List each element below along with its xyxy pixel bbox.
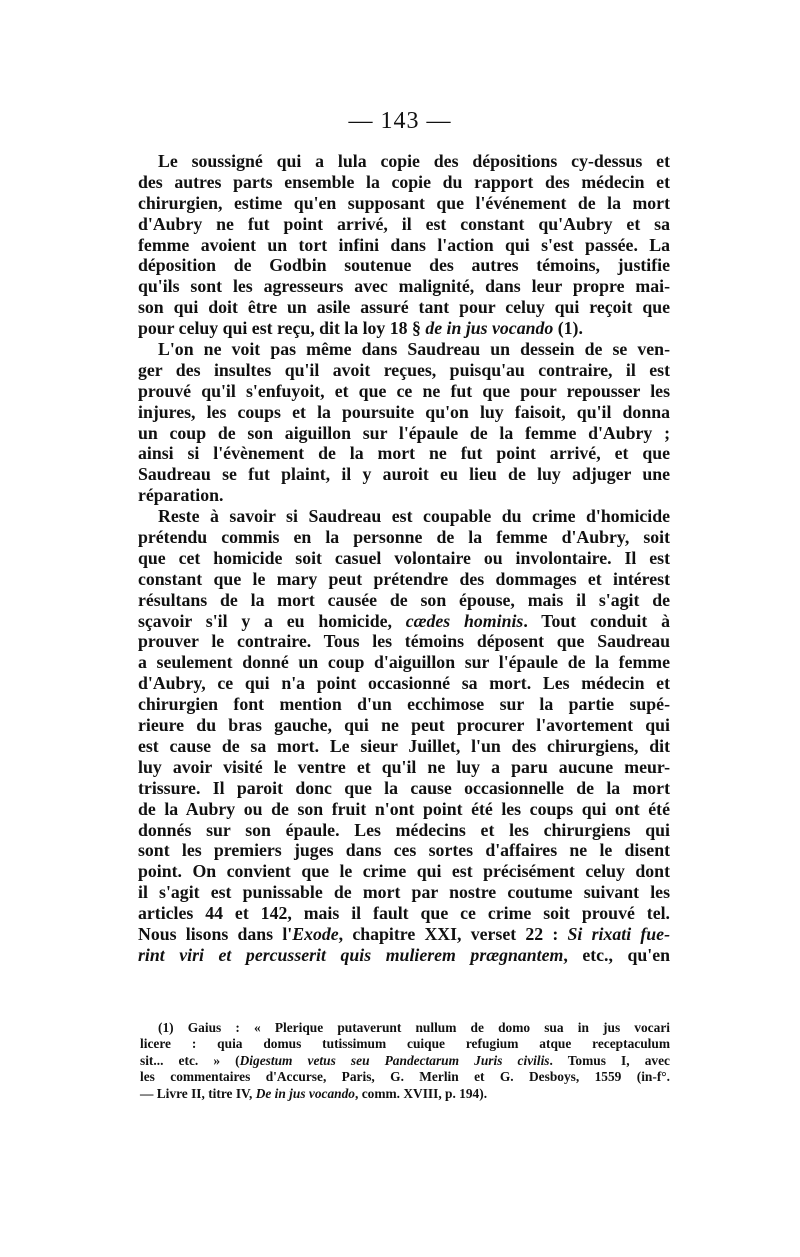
text-line: injures, les coups et la poursuite qu'on luy faisoit, qu'il donna bbox=[138, 401, 670, 422]
text-line: trissure. Il paroit donc que la cause occasionnelle de la mort bbox=[138, 777, 670, 798]
text-line: que cet homicide soit casuel volontaire ou involontaire. Il est bbox=[138, 547, 670, 568]
italic-phrase: cædes hominis bbox=[405, 610, 524, 631]
footnote-line: (1) Gaius : « Plerique putaverunt nullum de domo sua in jus vocari bbox=[158, 1020, 670, 1035]
text-line: qu'ils sont les agresseurs avec malignité, dans leur propre mai- bbox=[138, 276, 670, 297]
text-line bbox=[138, 945, 670, 966]
italic-title: De in jus vocando bbox=[255, 1085, 356, 1101]
text-run: , etc., qu'en bbox=[563, 944, 670, 965]
text-line: ainsi si l'évènement de la mort ne fut point arrivé, et que bbox=[138, 443, 670, 464]
paragraph bbox=[138, 339, 670, 506]
text-line: il s'agit est punissable de mort par nostre coutume suivant les bbox=[138, 882, 670, 903]
text-line: prouver le contraire. Tous les témoins déposent que Saudreau bbox=[138, 631, 670, 652]
text-run: . Tout conduit à bbox=[523, 610, 670, 631]
text-line: sont les premiers juges dans ces sortes d'affaires ne le disent bbox=[138, 840, 670, 861]
text-run: Nous lisons dans l' bbox=[138, 923, 293, 944]
footnote-ref: (1). bbox=[553, 318, 583, 339]
italic-quote: Si rixati fue- bbox=[567, 923, 670, 944]
text-run: pour celuy qui est reçu, dit la loy 18 § bbox=[138, 318, 426, 339]
text-line: un coup de son aiguillon sur l'épaule de la femme d'Aubry ; bbox=[138, 422, 670, 443]
text-line: chirurgien, estime qu'en supposant que l'événement de la mort bbox=[138, 192, 670, 213]
text-line: L'on ne voit pas même dans Saudreau un dessein de se ven- bbox=[158, 339, 670, 360]
text-run: sit... etc. » ( bbox=[140, 1052, 240, 1068]
paragraph bbox=[138, 506, 670, 966]
text-line: Saudreau se fut plaint, il y auroit eu lieu de luy adjuger une bbox=[138, 464, 670, 485]
text-line: son qui doit être un asile assuré tant pour celuy qui reçoit que bbox=[138, 297, 670, 318]
paragraph bbox=[138, 151, 670, 339]
text-run: — Livre II, titre IV, bbox=[140, 1085, 256, 1101]
text-line: de la Aubry ou de son fruit n'ont point été les coups qui ont été bbox=[138, 798, 670, 819]
text-line bbox=[138, 924, 670, 945]
text-line: luy avoir visité le ventre et qu'il ne luy a paru aucune meur- bbox=[138, 756, 670, 777]
text-line bbox=[138, 611, 670, 632]
footnote-line bbox=[140, 1053, 670, 1069]
italic-quote: rint viri et percusserit quis mulierem prægnantem bbox=[138, 944, 564, 965]
text-run: sçavoir s'il y a eu homicide, bbox=[138, 610, 406, 631]
text-line: prouvé qu'il s'enfuyoit, et que ce ne fut que pour repousser les bbox=[138, 380, 670, 401]
text-line bbox=[138, 318, 670, 339]
text-run: . Tomus I, avec bbox=[549, 1052, 670, 1068]
text-line: femme avoient un tort infini dans l'action qui s'est passée. La bbox=[138, 234, 670, 255]
footnote-line: les commentaires d'Accurse, Paris, G. Merlin et G. Desboys, 1559 (in-f°. bbox=[140, 1069, 670, 1085]
text-line: donnés sur son épaule. Les médecins et les chirurgiens qui bbox=[138, 819, 670, 840]
text-line: articles 44 et 142, mais il fault que ce crime soit prouvé tel. bbox=[138, 903, 670, 924]
footnote-line: licere : quia domus tutissimum cuique refugium atque receptaculum bbox=[140, 1036, 670, 1052]
text-line: ger des insultes qu'il avoit reçues, puisqu'au contraire, il est bbox=[138, 359, 670, 380]
text-run: , comm. XVIII, p. 194). bbox=[355, 1085, 488, 1101]
text-line: réparation. bbox=[138, 485, 224, 506]
text-line: Reste à savoir si Saudreau est coupable du crime d'homicide bbox=[158, 506, 670, 527]
text-run: , chapitre XXI, verset 22 : bbox=[338, 923, 568, 944]
text-line: des autres parts ensemble la copie du rapport des médecin et bbox=[138, 171, 670, 192]
text-line: constant que le mary peut prétendre des dommages et intérest bbox=[138, 568, 670, 589]
text-line: résultans de la mort causée de son épouse, mais il s'agit de bbox=[138, 589, 670, 610]
footnote-line bbox=[140, 1086, 670, 1102]
text-line: Le soussigné qui a lula copie des dépositions cy-dessus et bbox=[158, 151, 670, 171]
text-line: d'Aubry ne fut point arrivé, il est constant qu'Aubry et sa bbox=[138, 213, 670, 234]
italic-citation: de in jus vocando bbox=[425, 318, 554, 339]
text-line: rieure du bras gauche, qui ne peut procurer l'avortement qui bbox=[138, 715, 670, 736]
footnote bbox=[140, 1020, 670, 1102]
italic-phrase: Exode bbox=[292, 923, 339, 944]
main-text bbox=[138, 151, 670, 966]
page-number: — 143 — bbox=[348, 108, 452, 134]
text-line: déposition de Godbin soutenue des autres témoins, justifie bbox=[138, 255, 670, 276]
text-line: prétendu commis en la personne de la femme d'Aubry, soit bbox=[138, 527, 670, 548]
italic-title: Digestum vetus seu Pandectarum Juris civilis bbox=[239, 1052, 550, 1068]
text-line: est cause de sa mort. Le sieur Juillet, l'un des chirurgiens, dit bbox=[138, 735, 670, 756]
text-line: point. On convient que le crime qui est précisément celuy dont bbox=[138, 861, 670, 882]
text-line: chirurgien font mention d'un ecchimose sur la partie supé- bbox=[138, 694, 670, 715]
text-line: d'Aubry, ce qui n'a point occasionné sa mort. Les médecin et bbox=[138, 673, 670, 694]
text-line: a seulement donné un coup d'aiguillon sur l'épaule de la femme bbox=[138, 652, 670, 673]
